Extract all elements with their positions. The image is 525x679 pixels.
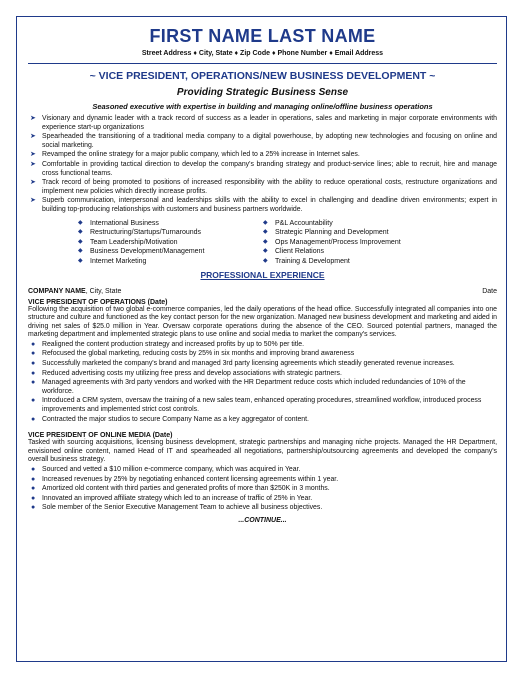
bullet-icon: ● [31, 369, 36, 377]
achievement-item: ● Introduced a CRM system, oversaw the training of a new sales team, enhanced operating procedures, streamlined workflow, introduced process improvements and implemented strict cost controls. [31, 397, 482, 414]
bullet-icon: ● [31, 360, 36, 368]
diamond-bullet-icon: ◆ [263, 238, 268, 245]
diamond-bullet-icon: ◆ [78, 229, 83, 236]
summary-item: ➤ Superb communication, interpersonal and leaderships skills with the ability to excel in challenging and deadline driven environments; expert in building top-producing relationships with customers and business partners worldwide. [30, 197, 497, 213]
skill-item: ◆ Business Development/Management [78, 248, 205, 256]
skill-item: ◆ International Business [78, 219, 159, 227]
bullet-icon: ● [31, 485, 36, 493]
diamond-bullet-icon: ◆ [263, 257, 268, 264]
job-achievements [28, 466, 497, 513]
target-title: ~ VICE PRESIDENT, OPERATIONS/NEW BUSINESS DEVELOPMENT ~ [89, 70, 436, 82]
summary-statement: Seasoned executive with expertise in building and managing online/offline business operations [92, 102, 433, 111]
skill-item: ◆ Restructuring/Startups/Turnarounds [78, 229, 202, 237]
contact-line: Street Address ♦ City, State ♦ Zip Code ♦ Phone Number ♦ Email Address [141, 50, 384, 57]
job-achievements [28, 341, 497, 424]
summary-item: ➤ Track record of being promoted to positions of increased responsibility with the ability to reduce operational costs, restructure organizations and implement new policies which directly increase profits. [30, 179, 497, 195]
achievement-item: ● Sole member of the Senior Executive Management Team to achieve all business objectives. [31, 504, 323, 512]
company-location: , City, State [85, 287, 122, 295]
skill-item: ◆ Ops Management/Process Improvement [263, 238, 401, 246]
experience-heading: PROFESSIONAL EXPERIENCE [200, 269, 325, 280]
bullet-icon: ● [31, 475, 36, 483]
skills-grid [28, 219, 497, 267]
company-date: Date [482, 287, 497, 295]
diamond-bullet-icon: ◆ [78, 248, 83, 255]
bullet-icon: ● [31, 466, 36, 473]
diamond-bullet-icon: ◆ [263, 229, 268, 236]
achievement-item: ● Innovated an improved affiliate strategy which led to an increase of traffic of 25% in Year. [31, 494, 313, 502]
continue-marker: ...CONTINUE... [238, 516, 287, 524]
skill-item: ◆ Strategic Planning and Development [263, 229, 389, 237]
achievement-item: ● Amortized old content with third parties and generated profits of more than $250K in 3 months. [31, 485, 330, 493]
summary-item: ➤ Spearheaded the transitioning of a traditional media company to a digital powerhouse, by adopting new technologies and focusing on online and social marketing. [30, 133, 497, 149]
skill-item: ◆ P&L Accountability [263, 219, 333, 227]
job-description: Tasked with sourcing acquisitions, licensing business development, strategic partnerships and managing niche projects. Managed the HR Department, envisioned online content, named Head of IT and spearheaded all negotiations, partnership/outsourcing agreements and developed the company's overall business strategy. [28, 439, 497, 464]
arrow-bullet-icon: ➤ [30, 151, 36, 159]
job-title: VICE PRESIDENT OF ONLINE MEDIA (Date) [28, 432, 173, 440]
arrow-bullet-icon: ➤ [30, 197, 36, 205]
bullet-icon: ● [31, 504, 36, 512]
arrow-bullet-icon: ➤ [30, 115, 36, 122]
achievement-item: ● Increased revenues by 25% by negotiating enhanced content licensing agreements within 1 year. [31, 475, 339, 483]
skills-column-left [78, 219, 263, 267]
bullet-icon: ● [31, 350, 36, 358]
skill-item: ◆ Team Leadership/Motivation [78, 238, 178, 246]
company-name: COMPANY NAME [28, 287, 86, 295]
skills-column-right [263, 219, 448, 267]
skill-item: ◆ Client Relations [263, 248, 325, 256]
summary-item: ➤ Revamped the online strategy for a major public company, which led to a 25% increase in Internet sales. [30, 151, 360, 159]
skill-item: ◆ Internet Marketing [78, 257, 147, 265]
header-divider [28, 63, 497, 64]
achievement-item: ● Sourced and vetted a $10 million e-commerce company, which was acquired in Year. [31, 466, 301, 473]
summary-item: ➤ Comfortable in providing tactical direction to develop the company's branding strategy and product-service lines; able to recruit, hire and manage cross functional teams. [30, 160, 497, 177]
achievement-item: ● Refocused the global marketing, reducing costs by 25% in six months and improving brand awareness [31, 350, 355, 358]
bullet-icon: ● [31, 415, 36, 423]
diamond-bullet-icon: ◆ [78, 219, 83, 226]
job-title: VICE PRESIDENT OF OPERATIONS (Date) [28, 298, 168, 306]
job-section [28, 432, 497, 513]
company-info [28, 288, 121, 295]
diamond-bullet-icon: ◆ [263, 219, 268, 226]
skill-item: ◆ Training & Development [263, 257, 350, 265]
achievement-item: ● Reduced advertising costs my utilizing free press and develop associations with strategic partners. [31, 369, 342, 377]
bullet-icon: ● [31, 397, 36, 405]
bullet-icon: ● [31, 379, 36, 387]
achievement-item: ● Successfully marketed the company's brand and managed 3rd party licensing agreements which steadily generated revenue increases. [31, 360, 455, 368]
bullet-icon: ● [31, 494, 36, 502]
diamond-bullet-icon: ◆ [263, 248, 268, 255]
achievement-item: ● Managed agreements with 3rd party vendors and worked with the HR Department reduce costs which included redundancies of 10% of the workforce. [31, 379, 466, 395]
achievement-item: ● Realigned the content production strategy and increased profits by up to 50% per title. [31, 340, 305, 348]
resume-content [28, 26, 497, 524]
arrow-bullet-icon: ➤ [30, 133, 36, 141]
job-description: Following the acquisition of two global e-commerce companies, led the daily operations of the head office. Successfully integrated all companies into one structure and culture and functioned as the key contact person for the new organization. Managed new business development and marketing and aided in driving net sales of $25.0 million in Year. Oversaw corporate operations during the absence of the CEO. Sourced potential partners, managed the marketing department and implemented strategic plans to use online and social media to market the company's services. [28, 305, 497, 339]
summary-item: ➤ Visionary and dynamic leader with a track record of success as a leader in operations, sales and marketing in major corporate environments with experience start-up organizations [30, 115, 497, 131]
summary-list [28, 115, 497, 215]
company-line [28, 288, 497, 295]
diamond-bullet-icon: ◆ [78, 257, 83, 264]
achievement-item: ● Contracted the major studios to secure Company Name as a key aggregator of content. [31, 415, 309, 423]
tagline: Providing Strategic Business Sense [176, 87, 349, 98]
arrow-bullet-icon: ➤ [30, 160, 36, 168]
diamond-bullet-icon: ◆ [78, 238, 83, 245]
bullet-icon: ● [31, 340, 36, 348]
arrow-bullet-icon: ➤ [30, 179, 36, 187]
candidate-name: FIRST NAME LAST NAME [149, 26, 376, 46]
